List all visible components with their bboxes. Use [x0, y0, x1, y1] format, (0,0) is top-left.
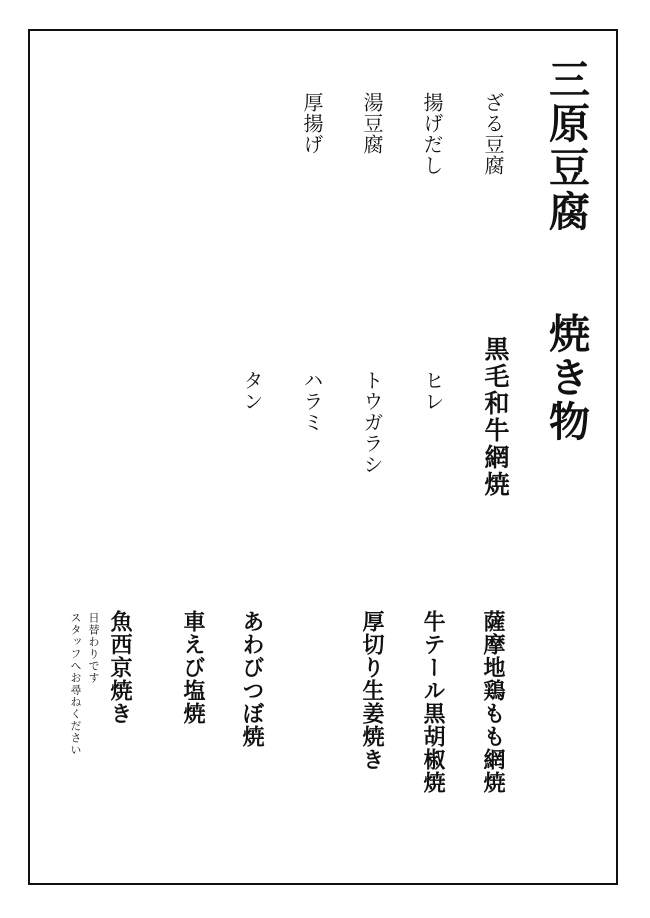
yakimono-section-title: 焼き物: [542, 312, 590, 444]
tofu-item-atsuage: 厚揚げ: [300, 92, 324, 155]
yakimono-item-awabi: あわびつぼ焼: [239, 610, 265, 748]
yakimono-item-kurumaebi: 車えび塩焼: [180, 610, 206, 725]
yakimono-item-shogayaki: 厚切り生姜焼き: [359, 610, 385, 771]
tofu-item-zaru: ざる豆腐: [481, 92, 505, 176]
yakimono-item-saikyo: 魚西京焼き: [107, 610, 133, 725]
yakimono-item-jidori: 薩摩地鶏もも網焼: [480, 610, 506, 794]
daily-note-line1: 日替わりです: [87, 612, 100, 684]
tofu-section-title: 三原豆腐: [542, 58, 590, 234]
wagyu-subtitle: 黒毛和牛網焼: [481, 336, 510, 498]
wagyu-item-tan: タン: [240, 370, 264, 412]
tofu-item-yudofu: 湯豆腐: [360, 92, 384, 155]
wagyu-item-harami: ハラミ: [300, 370, 324, 433]
tofu-item-agedashi: 揚げだし: [420, 92, 444, 176]
daily-note-line2: スタッフへお尋ねください: [69, 612, 82, 756]
yakimono-item-oxtail: 牛テール黒胡椒焼: [420, 610, 446, 794]
menu-frame: [28, 29, 618, 885]
wagyu-item-tougarashi: トウガラシ: [360, 370, 384, 475]
wagyu-item-hire: ヒレ: [421, 370, 445, 412]
